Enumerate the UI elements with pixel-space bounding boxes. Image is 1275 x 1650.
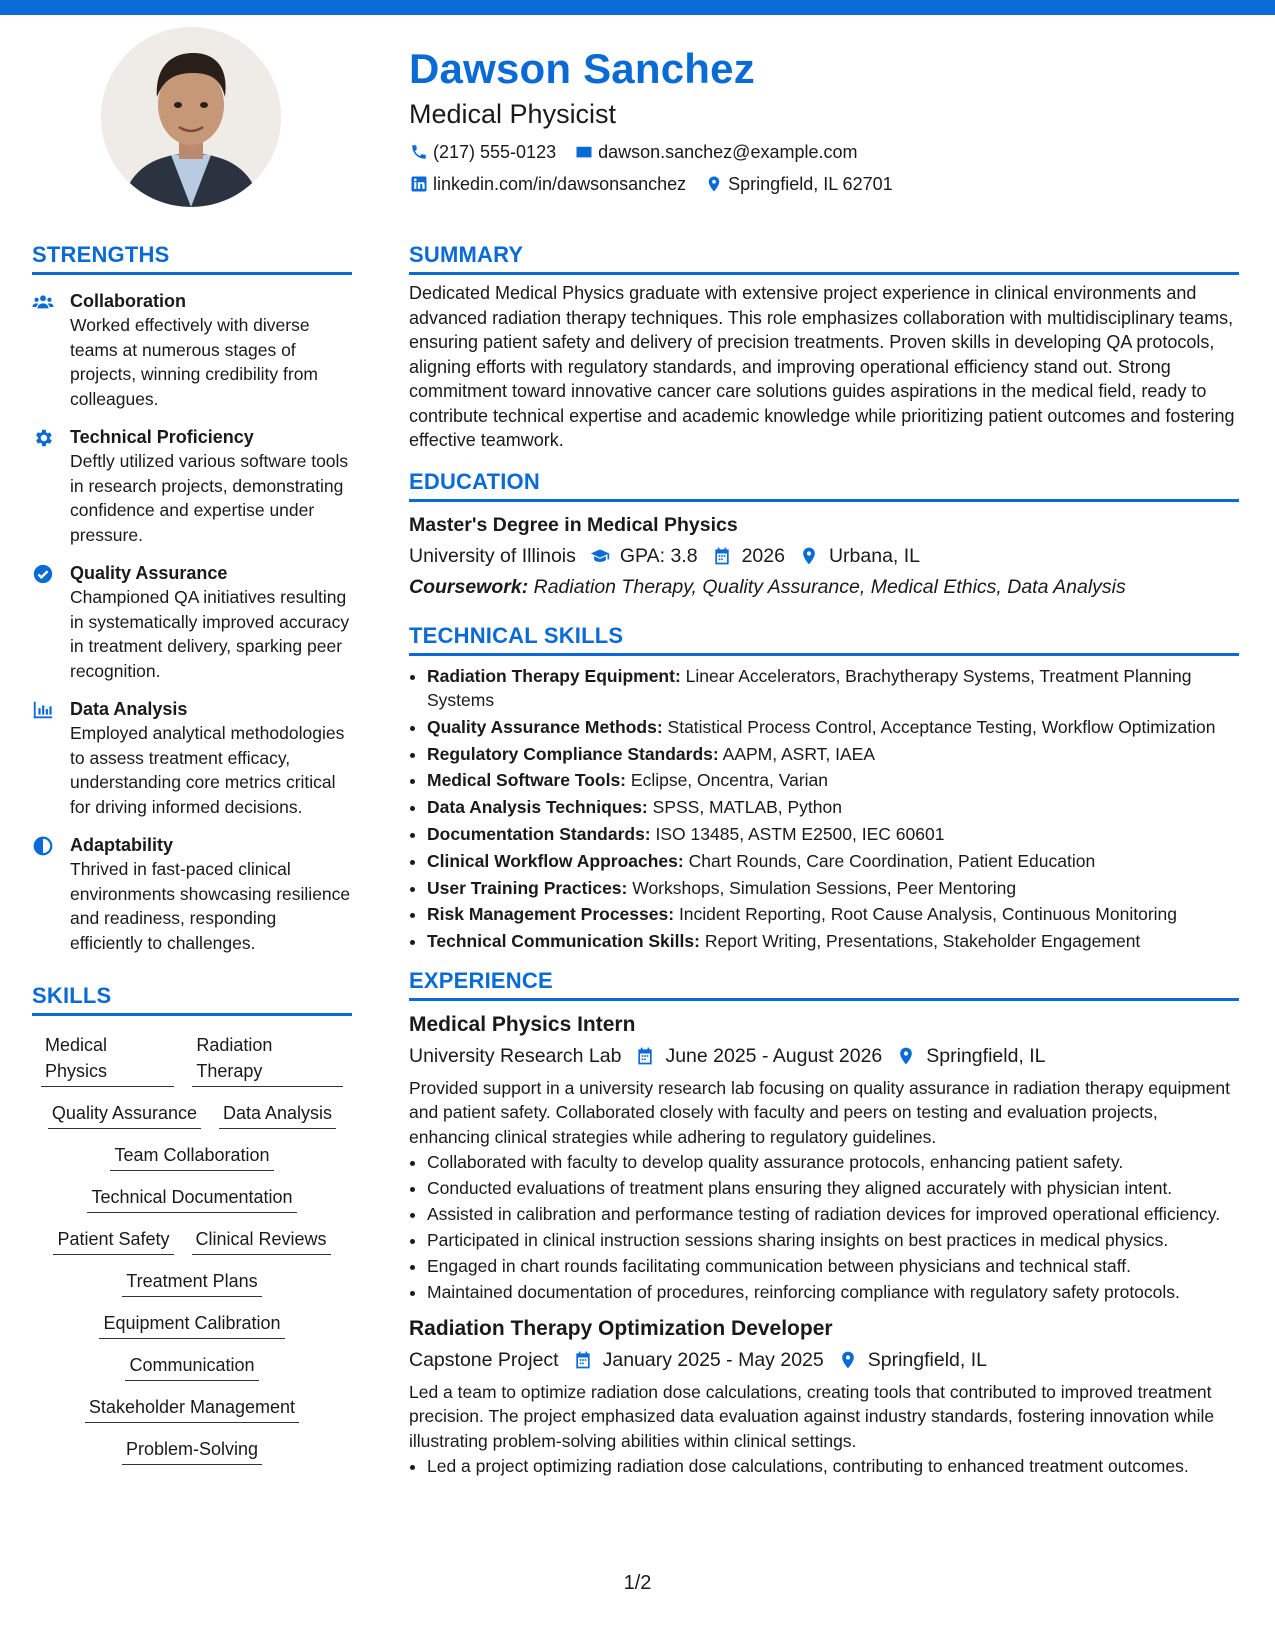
strength-desc: Deftly utilized various software tools in research projects, demonstrating confidence and expertise under pressure. [70, 451, 349, 545]
technical-skills-heading: TECHNICAL SKILLS [409, 621, 1239, 656]
strength-title: Quality Assurance [70, 563, 228, 583]
candidate-name: Dawson Sanchez [409, 45, 755, 92]
skill-row [113, 1436, 271, 1465]
skill-value: Incident Reporting, Root Cause Analysis, Continuous Monitoring [678, 904, 1177, 925]
skill-tag: Team Collaboration [110, 1142, 273, 1171]
skill-value: SPSS, MATLAB, Python [652, 797, 842, 818]
strengths-heading: STRENGTHS [32, 240, 352, 275]
strength-title: Technical Proficiency [70, 427, 254, 447]
skill-value: ISO 13485, ASTM E2500, IEC 60601 [655, 823, 945, 844]
strength-desc: Worked effectively with diverse teams at numerous stages of projects, winning credibility from colleagues. [70, 315, 319, 409]
strength-item [32, 697, 352, 819]
experience-heading: EXPERIENCE [409, 966, 1239, 1001]
strength-item [32, 561, 352, 683]
map-pin-icon [838, 1350, 858, 1370]
skill-label: Quality Assurance Methods: [427, 716, 663, 737]
email-link[interactable]: dawson.sanchez@example.com [598, 142, 858, 162]
calendar-icon [712, 546, 732, 566]
skill-value: Workshops, Simulation Sessions, Peer Mentoring [632, 877, 1017, 898]
list-item [427, 768, 1239, 793]
candidate-role: Medical Physicist [409, 99, 617, 129]
job-meta [409, 1346, 1239, 1374]
skill-tag: Radiation Therapy [192, 1032, 343, 1087]
location-text: Springfield, IL 62701 [728, 174, 893, 194]
location-item [704, 172, 892, 196]
technical-skills-list [409, 664, 1239, 954]
skill-value: Eclipse, Oncentra, Varian [630, 770, 829, 791]
skill-label: Risk Management Processes: [427, 904, 675, 925]
skill-label: Radiation Therapy Equipment: [427, 665, 681, 686]
phone-icon [409, 142, 429, 162]
summary-text: Dedicated Medical Physics graduate with extensive project experience in clinical environments and advanced radiation therapy techniques. This role emphasizes collaboration with multidisciplinary teams, ensuring patient safety and delivery of precision treatments. Proven skills in developing QA protocols, aligning efforts with regulatory standards, and improving operational efficiency stand out. Strong commitment toward innovative cancer care solutions guides aspirations in the medical field, ready to contribute technical expertise and academic knowledge while prioritizing patient outcomes and fostering effective teamwork. [409, 283, 1235, 450]
skill-label: Technical Communication Skills: [427, 931, 700, 952]
strength-desc: Employed analytical methodologies to assess treatment efficacy, understanding core metrics critical for driving informed decisions. [70, 723, 345, 817]
strength-item [32, 833, 352, 955]
education-heading: EDUCATION [409, 467, 1239, 502]
check-circle-icon [32, 563, 54, 585]
list-item [427, 876, 1239, 901]
bar-chart-icon [32, 699, 54, 721]
list-item [427, 795, 1239, 820]
map-pin-icon [704, 174, 724, 194]
linkedin-item[interactable] [409, 172, 686, 196]
job-title: Radiation Therapy Optimization Developer [409, 1316, 833, 1340]
list-item [427, 822, 1239, 847]
strength-title: Collaboration [70, 291, 186, 311]
map-pin-icon [896, 1046, 916, 1066]
job-org: University Research Lab [409, 1044, 622, 1067]
linkedin-link[interactable]: linkedin.com/in/dawsonsanchez [433, 174, 687, 194]
users-icon [32, 291, 54, 313]
skill-tag: Data Analysis [219, 1100, 336, 1129]
list-item [427, 849, 1239, 874]
list-item [427, 929, 1239, 954]
half-circle-icon [32, 835, 54, 857]
right-column [409, 240, 1239, 1480]
list-item [427, 902, 1239, 927]
list-item [427, 664, 1239, 713]
phone-item [409, 140, 556, 164]
skill-value: AAPM, ASRT, IAEA [722, 743, 876, 764]
phone-text: (217) 555-0123 [433, 142, 557, 162]
strength-desc: Championed QA initiatives resulting in systematically improved accuracy in treatment delivery, sparking peer recognition. [70, 587, 350, 681]
skill-label: Data Analysis Techniques: [427, 797, 648, 818]
list-item: • Collaborated with faculty to develop quality assurance protocols, enhancing patient safety. [427, 1150, 1239, 1175]
summary-heading: SUMMARY [409, 240, 1239, 275]
job-entry [409, 1315, 1239, 1479]
skill-row [32, 1032, 352, 1087]
strength-desc: Thrived in fast-paced clinical environments showcasing resilience and readiness, responding efficiently to challenges. [70, 859, 351, 953]
strength-item [32, 425, 352, 547]
list-item: • Conducted evaluations of treatment plans ensuring they aligned accurately with physician intent. [427, 1176, 1239, 1201]
graduation-cap-icon [590, 546, 610, 566]
job-bullets [409, 1454, 1239, 1479]
skill-row [44, 1226, 339, 1255]
job-meta [409, 1042, 1239, 1070]
job-description: Led a team to optimize radiation dose calculations, creating tools that contributed to improved treatment precision. The project emphasized data evaluation against industry standards, fostering innovation while illustrating problem-solving abilities within clinical settings. [409, 1381, 1215, 1451]
linkedin-icon [409, 174, 429, 194]
skill-value: Report Writing, Presentations, Stakeholder Engagement [704, 931, 1141, 952]
job-location: Springfield, IL [867, 1348, 987, 1371]
strength-title: Data Analysis [70, 699, 188, 719]
skill-tag: Patient Safety [53, 1226, 173, 1255]
skill-tag: Medical Physics [41, 1032, 174, 1087]
map-pin-icon [799, 546, 819, 566]
skill-value: Statistical Process Control, Acceptance Testing, Workflow Optimization [667, 716, 1216, 737]
education-year: 2026 [741, 544, 785, 567]
skill-tag: Clinical Reviews [192, 1226, 331, 1255]
education-school: University of Illinois [409, 544, 576, 567]
calendar-icon [635, 1046, 655, 1066]
skill-row [113, 1268, 270, 1297]
job-location: Springfield, IL [926, 1044, 1046, 1067]
education-gpa: GPA: 3.8 [619, 544, 698, 567]
education-degree: Master's Degree in Medical Physics [409, 513, 738, 536]
skill-value: Linear Accelerators, Brachytherapy Systems, Treatment Planning Systems [427, 665, 1192, 710]
job-dates: June 2025 - August 2026 [665, 1044, 883, 1067]
skill-label: Documentation Standards: [427, 823, 651, 844]
list-item: • Maintained documentation of procedures, reinforcing compliance with regulatory safety protocols. [427, 1280, 1239, 1305]
skill-row [90, 1310, 293, 1339]
profile-photo [101, 27, 281, 207]
skill-tag: Quality Assurance [48, 1100, 201, 1129]
skill-tag: Communication [125, 1352, 258, 1381]
page-number: 1/2 [623, 1572, 652, 1594]
job-org: Capstone Project [409, 1348, 559, 1371]
email-item[interactable] [574, 140, 857, 164]
left-column [32, 240, 352, 1465]
strength-item [32, 289, 352, 411]
list-item: • Led a project optimizing radiation dose calculations, contributing to enhanced treatment outcomes. [427, 1454, 1239, 1479]
skill-label: Clinical Workflow Approaches: [427, 850, 684, 871]
skill-tag: Equipment Calibration [99, 1310, 284, 1339]
list-item: • Engaged in chart rounds facilitating communication between physicians and technical staff. [427, 1254, 1239, 1279]
skill-tag: Treatment Plans [122, 1268, 261, 1297]
skill-tag: Stakeholder Management [85, 1394, 299, 1423]
education-meta [409, 542, 1239, 570]
skill-row [101, 1142, 282, 1171]
list-item [427, 715, 1239, 740]
coursework-label: Coursework: [409, 575, 529, 598]
skills-list [32, 1028, 352, 1465]
education-coursework [409, 573, 1239, 601]
top-accent-bar [0, 0, 1275, 15]
resume-header [409, 40, 1239, 196]
strength-title: Adaptability [70, 835, 174, 855]
job-dates: January 2025 - May 2025 [602, 1348, 824, 1371]
job-description: Provided support in a university research lab focusing on quality assurance in radiation therapy equipment and patient safety. Collaborated closely with faculty and peers on testing and evaluation projects, enhancing clinical strategies while adhering to regulatory guidelines. [409, 1077, 1231, 1147]
skill-tag: Problem-Solving [122, 1436, 262, 1465]
skill-tag: Technical Documentation [87, 1184, 296, 1213]
calendar-icon [573, 1350, 593, 1370]
skills-heading: SKILLS [32, 981, 352, 1016]
skill-row [39, 1100, 345, 1129]
contact-row-1 [409, 140, 1239, 164]
contact-row-2 [409, 172, 1239, 196]
job-title: Medical Physics Intern [409, 1012, 636, 1036]
skill-label: Medical Software Tools: [427, 770, 627, 791]
list-item: • Assisted in calibration and performance testing of radiation devices for improved operational efficiency. [427, 1202, 1239, 1227]
gear-icon [32, 427, 54, 449]
coursework-text: Radiation Therapy, Quality Assurance, Medical Ethics, Data Analysis [533, 575, 1126, 598]
skill-label: Regulatory Compliance Standards: [427, 743, 719, 764]
education-location: Urbana, IL [828, 544, 921, 567]
skill-row [116, 1352, 267, 1381]
skill-label: User Training Practices: [427, 877, 628, 898]
job-entry [409, 1011, 1239, 1305]
list-item: • Participated in clinical instruction sessions sharing insights on best practices in medical physics. [427, 1228, 1239, 1253]
skill-value: Chart Rounds, Care Coordination, Patient Education [688, 850, 1096, 871]
skill-row [76, 1394, 308, 1423]
list-item [427, 742, 1239, 767]
job-bullets [409, 1150, 1239, 1305]
skill-row [78, 1184, 305, 1213]
envelope-icon [574, 142, 594, 162]
